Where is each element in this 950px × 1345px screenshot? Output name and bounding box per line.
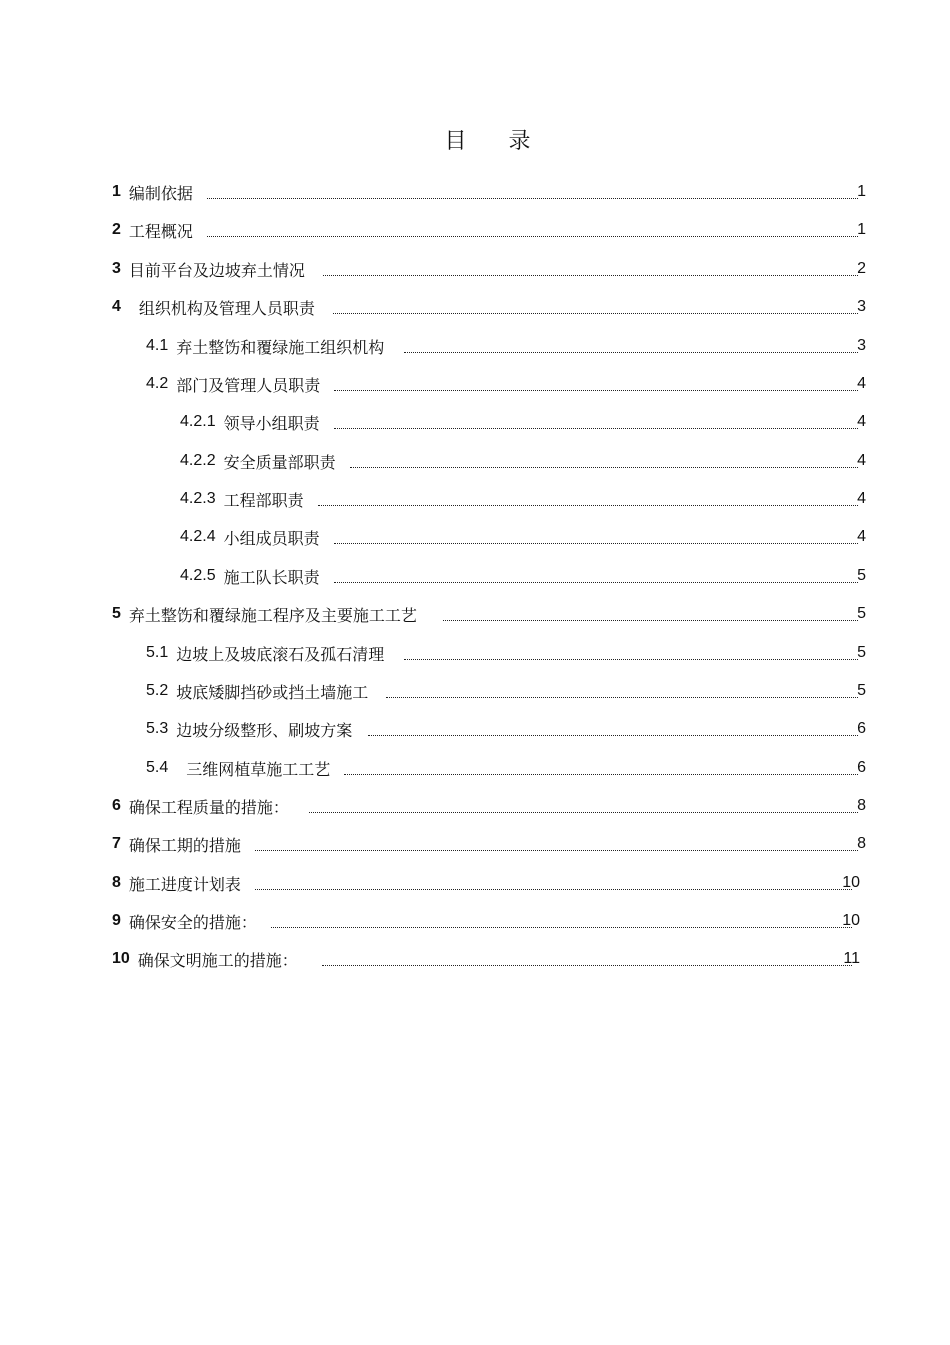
toc-entry-page: 10 bbox=[842, 912, 860, 929]
toc-entry[interactable] bbox=[112, 294, 866, 320]
toc-entry-page: 4 bbox=[857, 452, 866, 469]
toc-entry-label: 坡底矮脚挡砂或挡土墙施工 bbox=[176, 682, 369, 702]
toc-entry-page: 5 bbox=[857, 644, 866, 661]
toc-entry[interactable] bbox=[146, 371, 866, 397]
toc-leader-dots bbox=[334, 543, 858, 544]
toc-entry-label: 工程部职责 bbox=[223, 490, 304, 510]
toc-entry-page: 4 bbox=[857, 528, 866, 545]
toc-leader-dots bbox=[404, 659, 858, 660]
toc-leader-dots bbox=[322, 965, 852, 966]
toc-title-char-1: 目 bbox=[444, 129, 467, 154]
toc-title-char-2: 录 bbox=[508, 129, 531, 154]
toc-entry-page: 8 bbox=[857, 797, 866, 814]
toc-entry-label: 弃土整饬和覆绿施工程序及主要施工工艺 bbox=[128, 605, 417, 625]
toc-leader-dots bbox=[344, 774, 858, 775]
toc-entry[interactable] bbox=[112, 217, 866, 243]
toc-entry[interactable] bbox=[146, 678, 866, 704]
toc-entry-page: 4 bbox=[857, 490, 866, 507]
toc-entry-page: 4 bbox=[857, 375, 866, 392]
toc-entry-label: 三维网植草施工工艺 bbox=[186, 759, 331, 779]
toc-entry-number: 4.2.5 bbox=[180, 567, 216, 584]
toc-entry-label: 编制依据 bbox=[128, 183, 193, 203]
toc-entry-page: 5 bbox=[857, 682, 866, 699]
toc-entry[interactable] bbox=[112, 946, 860, 972]
toc-entry[interactable] bbox=[112, 179, 866, 205]
toc-entry-number: 3 bbox=[112, 260, 121, 277]
toc-entry-label: 施工队长职责 bbox=[223, 567, 320, 587]
toc-entry-number: 4.2 bbox=[146, 375, 169, 392]
toc-entry[interactable] bbox=[112, 908, 860, 934]
toc-entry[interactable] bbox=[146, 755, 866, 781]
toc-entry-number: 1 bbox=[112, 183, 121, 200]
toc-entry[interactable] bbox=[112, 793, 866, 819]
toc-entry[interactable] bbox=[112, 256, 866, 282]
toc-entry[interactable] bbox=[146, 716, 866, 742]
toc-leader-dots bbox=[207, 198, 858, 199]
toc-entry-page: 8 bbox=[857, 835, 866, 852]
toc-entry-number: 6 bbox=[112, 797, 121, 814]
toc-entry-label: 组织机构及管理人员职责 bbox=[138, 298, 315, 318]
toc-entry-page: 1 bbox=[857, 221, 866, 238]
toc-entry-page: 6 bbox=[857, 759, 866, 776]
toc-entry-number: 4.2.1 bbox=[180, 413, 216, 430]
toc-entry-label: 安全质量部职责 bbox=[223, 452, 336, 472]
toc-entry[interactable] bbox=[180, 448, 866, 474]
toc-entry-number: 5.3 bbox=[146, 720, 169, 737]
toc-leader-dots bbox=[443, 620, 858, 621]
toc-entry[interactable] bbox=[180, 524, 866, 550]
toc-entry-number: 8 bbox=[112, 874, 121, 891]
toc-entry-label: 确保文明施工的措施： bbox=[137, 950, 298, 970]
toc-entry[interactable] bbox=[180, 563, 866, 589]
toc-entry-number: 5.2 bbox=[146, 682, 169, 699]
toc-entry-page: 11 bbox=[843, 950, 860, 967]
toc-entry-number: 4.2.4 bbox=[180, 528, 216, 545]
toc-title bbox=[0, 124, 950, 155]
toc-entry-label: 目前平台及边坡弃土情况 bbox=[128, 260, 305, 280]
toc-entry-number: 7 bbox=[112, 835, 121, 852]
toc-leader-dots bbox=[368, 735, 858, 736]
toc-entry-page: 4 bbox=[857, 413, 866, 430]
toc-leader-dots bbox=[334, 390, 858, 391]
toc-entry-number: 4.2.2 bbox=[180, 452, 216, 469]
toc-entry-label: 边坡上及坡底滚石及孤石清理 bbox=[176, 644, 385, 664]
toc-entry-number: 5.1 bbox=[146, 644, 169, 661]
toc-entry-page: 5 bbox=[857, 567, 866, 584]
toc-entry-number: 4 bbox=[112, 298, 121, 315]
toc-leader-dots bbox=[309, 812, 858, 813]
toc-leader-dots bbox=[271, 927, 852, 928]
toc-leader-dots bbox=[318, 505, 858, 506]
toc-entry-label: 领导小组职责 bbox=[223, 413, 320, 433]
toc-entry-page: 3 bbox=[857, 298, 866, 315]
toc-leader-dots bbox=[334, 582, 858, 583]
toc-entry-page: 2 bbox=[857, 260, 866, 277]
toc-leader-dots bbox=[323, 275, 858, 276]
toc-entry[interactable] bbox=[180, 409, 866, 435]
toc-entry-number: 9 bbox=[112, 912, 121, 929]
toc-entry-label: 确保工程质量的措施： bbox=[128, 797, 289, 817]
toc-entry-number: 2 bbox=[112, 221, 121, 238]
toc-entry-number: 4.1 bbox=[146, 337, 169, 354]
toc-entry-label: 工程概况 bbox=[128, 221, 193, 241]
toc-entry[interactable] bbox=[180, 486, 866, 512]
toc-leader-dots bbox=[334, 428, 858, 429]
toc-entry[interactable] bbox=[146, 333, 866, 359]
toc-entry-page: 6 bbox=[857, 720, 866, 737]
toc-entry-label: 施工进度计划表 bbox=[128, 874, 241, 894]
toc-leader-dots bbox=[386, 697, 858, 698]
toc-entry-page: 5 bbox=[857, 605, 866, 622]
toc-entry-number: 10 bbox=[112, 950, 130, 967]
toc-leader-dots bbox=[207, 236, 858, 237]
toc-entry-page: 10 bbox=[842, 874, 860, 891]
toc-entry-page: 3 bbox=[857, 337, 866, 354]
toc-entry[interactable] bbox=[112, 601, 866, 627]
toc-entry-number: 5 bbox=[112, 605, 121, 622]
toc-entry-page: 1 bbox=[857, 183, 866, 200]
toc-entry[interactable] bbox=[146, 640, 866, 666]
toc-leader-dots bbox=[404, 352, 858, 353]
toc-entry-number: 5.4 bbox=[146, 759, 169, 776]
toc-leader-dots bbox=[333, 313, 858, 314]
toc-entry-number: 4.2.3 bbox=[180, 490, 216, 507]
toc-entry[interactable] bbox=[112, 870, 860, 896]
toc-entry[interactable] bbox=[112, 831, 866, 857]
toc-leader-dots bbox=[350, 467, 858, 468]
toc-entry-label: 小组成员职责 bbox=[223, 528, 320, 548]
toc-leader-dots bbox=[255, 850, 858, 851]
toc-entry-label: 弃土整饬和覆绿施工组织机构 bbox=[176, 337, 385, 357]
toc-entry-label: 确保工期的措施 bbox=[128, 835, 241, 855]
toc-entry-label: 确保安全的措施： bbox=[128, 912, 257, 932]
toc-entry-label: 边坡分级整形、刷坡方案 bbox=[176, 720, 353, 740]
toc-entry-label: 部门及管理人员职责 bbox=[176, 375, 321, 395]
toc-leader-dots bbox=[255, 889, 852, 890]
